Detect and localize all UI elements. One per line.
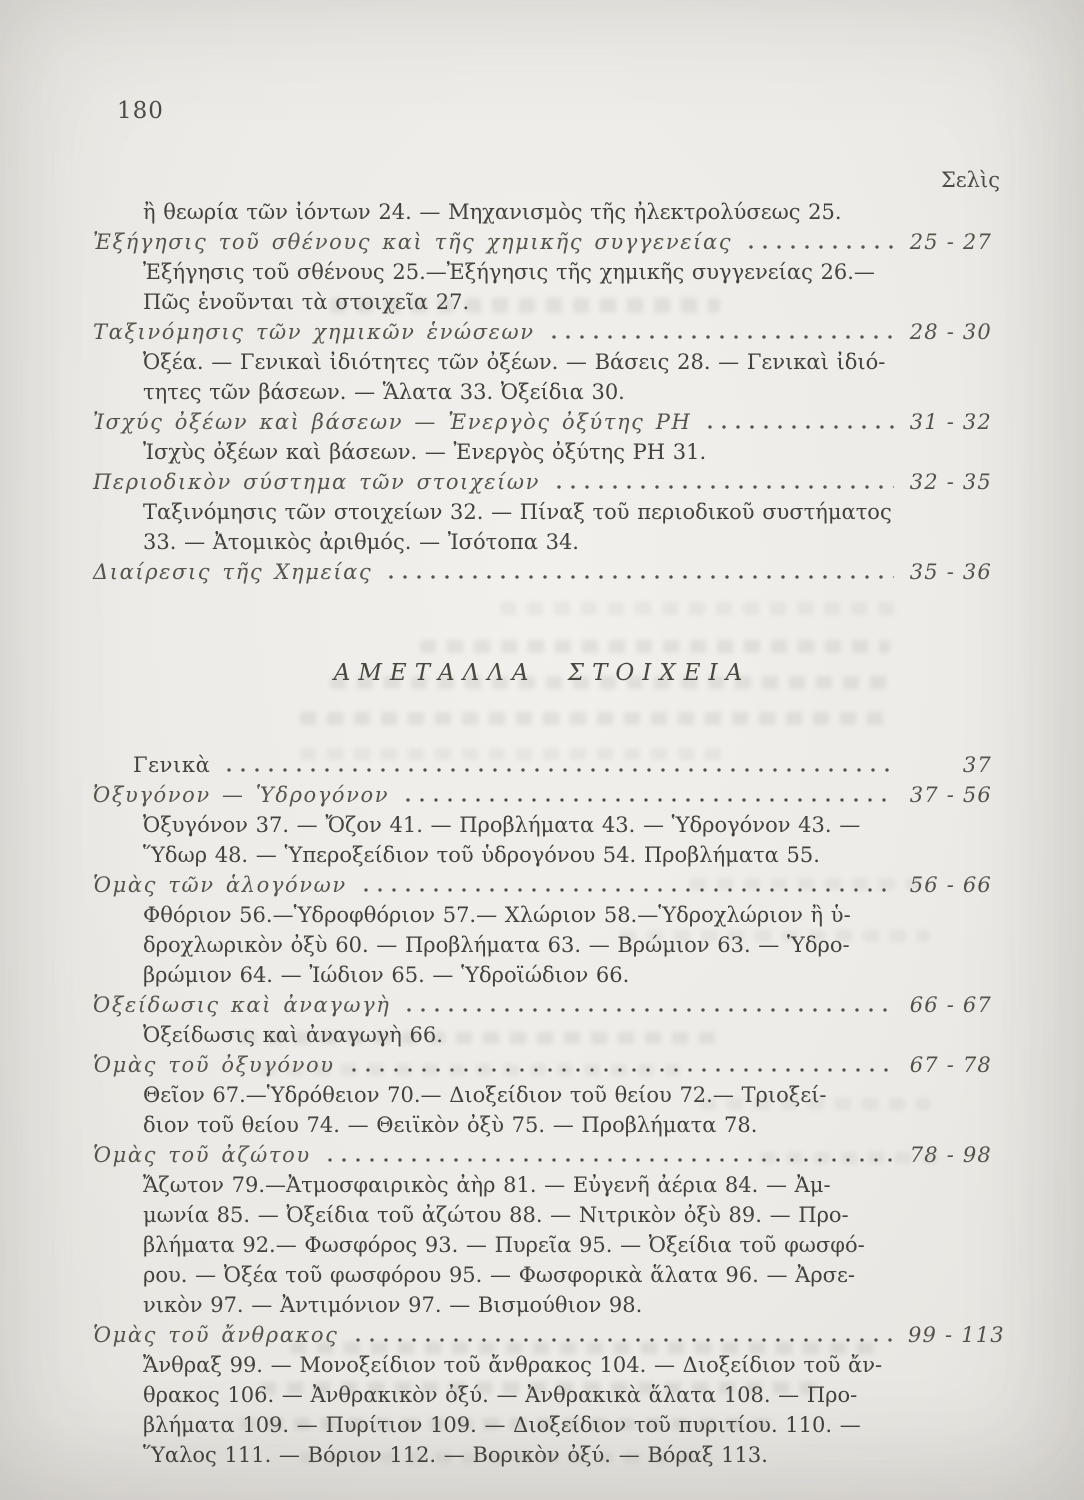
bleed-through-artifact bbox=[500, 602, 900, 615]
toc-subentry-line bbox=[93, 1110, 992, 1140]
dot-leader bbox=[703, 407, 894, 437]
toc-entry bbox=[93, 780, 992, 810]
toc-entry bbox=[93, 750, 992, 780]
dot-leader bbox=[401, 780, 894, 810]
toc-entry-title: Ἐξήγησις τοῦ σθένους καὶ τῆς χημικῆς συγγενείας bbox=[93, 230, 733, 254]
toc-line-text: Ἐξήγησις τοῦ σθένους 25.—Ἐξήγησις τῆς χημικῆς συγγενείας 26.— bbox=[143, 260, 875, 284]
toc-entry-title: Περιοδικὸν σύστημα τῶν στοιχείων bbox=[93, 470, 541, 494]
toc-line-text: Ταξινόμησις τῶν στοιχείων 32. — Πίναξ τοῦ περιοδικοῦ συστήματος bbox=[143, 500, 892, 524]
toc-subentry-line bbox=[93, 1080, 992, 1110]
section-heading: ΑΜΕΤΑΛΛΑ ΣΤΟΙΧΕΙΑ bbox=[333, 660, 751, 686]
toc-line-text: Ὀξυγόνον 37. — Ὄζον 41. — Προβλήματα 43. — Ὑδρογόνον 43. — bbox=[143, 813, 861, 837]
toc-subentry-line bbox=[93, 1230, 992, 1260]
dot-leader bbox=[222, 750, 894, 780]
toc-line-text: τητες τῶν βάσεων. — Ἅλατα 33. Ὀξείδια 30. bbox=[143, 380, 625, 404]
toc-entry-title: Ὀξείδωσις καὶ ἀναγωγὴ bbox=[93, 993, 391, 1017]
toc-entry-page-range: 37 - 56 bbox=[909, 783, 992, 807]
toc-line-text: Φθόριον 56.—Ὑδροφθόριον 57.— Χλώριον 58.—Ὑδροχλώριον ἢ ὑ- bbox=[143, 903, 851, 927]
toc-entry-page-range: 28 - 30 bbox=[909, 320, 992, 344]
toc-entry-page-range: 37 bbox=[962, 753, 992, 777]
dot-leader bbox=[402, 990, 894, 1020]
toc-line-text: Ὀξείδωσις καὶ ἀναγωγὴ 66. bbox=[143, 1023, 443, 1047]
toc-entry-page-range: 25 - 27 bbox=[909, 230, 992, 254]
toc-line-text: Πῶς ἑνοῦνται τὰ στοιχεῖα 27. bbox=[143, 290, 470, 314]
bleed-through-artifact bbox=[420, 640, 890, 653]
toc-entry-page-range: 78 - 98 bbox=[909, 1143, 992, 1167]
toc-line-text: Ὕαλος 111. — Βόριον 112. — Βορικὸν ὀξύ. — Βόραξ 113. bbox=[143, 1443, 768, 1467]
toc-subentry-line bbox=[93, 1380, 992, 1410]
toc-line-text: βλήματα 92.— Φωσφόρος 93. — Πυρεῖα 95. — Ὀξείδια τοῦ φωσφό- bbox=[143, 1233, 865, 1257]
toc-subentry-line bbox=[93, 347, 992, 377]
toc-entry bbox=[93, 467, 992, 497]
toc-line-text: ἢ θεωρία τῶν ἰόντων 24. — Μηχανισμὸς τῆς ἠλεκτρολύσεως 25. bbox=[143, 200, 842, 224]
toc-entry-title: Ταξινόμησις τῶν χημικῶν ἑνώσεων bbox=[93, 320, 535, 344]
toc-line-text: βλήματα 109. — Πυρίτιον 109. — Διοξείδιον τοῦ πυριτίου. 110. — bbox=[143, 1413, 861, 1437]
toc-entry-title: Ὁμὰς τοῦ ἄνθρακος bbox=[93, 1323, 339, 1347]
toc-line-text: Ὕδωρ 48. — Ὑπεροξείδιον τοῦ ὑδρογόνου 54. Προβλήματα 55. bbox=[143, 843, 820, 867]
bleed-through-artifact bbox=[300, 712, 890, 725]
toc-line-text: νικὸν 97. — Ἀντιμόνιον 97. — Βισμούθιον 98. bbox=[143, 1293, 643, 1317]
toc-subentry-line bbox=[93, 960, 992, 990]
toc-subentry-line bbox=[93, 1200, 992, 1230]
toc-subentry-line bbox=[93, 840, 992, 870]
toc-entry-page-range: 99 - 113 bbox=[908, 1323, 1005, 1347]
dot-leader bbox=[384, 557, 894, 587]
toc-entry-title: Διαίρεσις τῆς Χημείας bbox=[93, 560, 373, 584]
pages-column-label: Σελὶς bbox=[940, 168, 1000, 192]
toc-entry-page-range: 31 - 32 bbox=[909, 410, 992, 434]
toc-line-text: Ἰσχὺς ὀξέων καὶ βάσεων. — Ἐνεργὸς ὀξύτης PH 31. bbox=[143, 440, 707, 464]
toc-subentry-line bbox=[93, 257, 992, 287]
toc-subentry-line bbox=[93, 1260, 992, 1290]
toc-line-text: μωνία 85. — Ὀξείδια τοῦ ἀζώτου 88. — Νιτρικὸν ὀξὺ 89. — Προ- bbox=[143, 1203, 849, 1227]
toc-entry-page-range: 35 - 36 bbox=[909, 560, 992, 584]
toc-line-text: 33. — Ἀτομικὸς ἀριθμός. — Ἰσότοπα 34. bbox=[143, 530, 579, 554]
toc-section-nonmetals bbox=[93, 750, 1005, 1470]
toc-line-text: δροχλωρικὸν ὀξὺ 60. — Προβλήματα 63. — Βρώμιον 63. — Ὑδρο- bbox=[143, 933, 850, 957]
toc-subentry-line bbox=[93, 1440, 992, 1470]
toc-subentry-line bbox=[93, 437, 992, 467]
toc-entry bbox=[93, 557, 992, 587]
toc-entry-title: Ὁμὰς τοῦ ὀξυγόνου bbox=[93, 1053, 335, 1077]
dot-leader bbox=[351, 1320, 894, 1350]
toc-subentry-line bbox=[93, 1020, 992, 1050]
toc-line-text: βρώμιον 64. — Ἰώδιον 65. — Ὑδροϊώδιον 66. bbox=[143, 963, 630, 987]
toc-entry-title: Ὁμὰς τοῦ ἀζώτου bbox=[93, 1143, 311, 1167]
toc-entry bbox=[93, 317, 992, 347]
toc-entry bbox=[93, 1320, 1005, 1350]
toc-entry-title: Ὁμὰς τῶν ἁλογόνων bbox=[93, 873, 347, 897]
toc-entry-page-range: 32 - 35 bbox=[909, 470, 992, 494]
toc-entry-page-range: 66 - 67 bbox=[909, 993, 992, 1017]
toc-entry bbox=[93, 1140, 992, 1170]
toc-line-text: Ὀξέα. — Γενικαὶ ἰδιότητες τῶν ὀξέων. — Βάσεις 28. — Γενικαὶ ἰδιό- bbox=[143, 350, 886, 374]
dot-leader bbox=[744, 227, 894, 257]
toc-subentry-line bbox=[93, 810, 992, 840]
toc-subentry-line bbox=[93, 1350, 992, 1380]
toc-entry bbox=[93, 990, 992, 1020]
toc-line-text: Ἄνθραξ 99. — Μονοξείδιον τοῦ ἄνθρακος 104. — Διοξείδιον τοῦ ἄν- bbox=[143, 1353, 883, 1377]
toc-subentry-line bbox=[93, 527, 992, 557]
toc-subentry-line bbox=[93, 1170, 992, 1200]
dot-leader bbox=[547, 317, 894, 347]
toc-line-text: διον τοῦ θείου 74. — Θειϊκὸν ὀξὺ 75. — Προβλήματα 78. bbox=[143, 1113, 758, 1137]
page-number: 180 bbox=[117, 98, 164, 124]
dot-leader bbox=[552, 467, 894, 497]
toc-subentry-line bbox=[93, 377, 992, 407]
toc-line-text: ρου. — Ὀξέα τοῦ φωσφόρου 95. — Φωσφορικὰ ἅλατα 96. — Ἀρσε- bbox=[143, 1263, 855, 1287]
toc-subentry-line bbox=[93, 900, 992, 930]
toc-subentry-line bbox=[93, 497, 992, 527]
toc-entry-title: Γενικὰ bbox=[133, 753, 211, 777]
toc-line-text: Θεῖον 67.—Ὑδρόθειον 70.— Διοξείδιον τοῦ θείου 72.— Τριοξεί- bbox=[143, 1083, 827, 1107]
toc-entry-page-range: 67 - 78 bbox=[909, 1053, 992, 1077]
dot-leader bbox=[347, 1050, 894, 1080]
dot-leader bbox=[323, 1140, 894, 1170]
toc-subentry-line bbox=[93, 287, 992, 317]
toc-section-general bbox=[93, 197, 992, 587]
toc-entry-page-range: 56 - 66 bbox=[909, 873, 992, 897]
toc-entry-title: Ἰσχύς ὀξέων καὶ βάσεων — Ἐνεργὸς ὀξύτης PH bbox=[93, 410, 692, 434]
toc-entry bbox=[93, 870, 992, 900]
toc-line-text: θρακος 106. — Ἀνθρακικὸν ὀξύ. — Ἀνθρακικὰ ἅλατα 108. — Προ- bbox=[143, 1383, 858, 1407]
toc-subentry-line bbox=[93, 197, 992, 227]
toc-entry-title: Ὀξυγόνον — Ὑδρογόνον bbox=[93, 783, 390, 807]
toc-entry bbox=[93, 227, 992, 257]
toc-subentry-line bbox=[93, 1290, 992, 1320]
toc-line-text: Ἄζωτον 79.—Ἀτμοσφαιρικὸς ἀὴρ 81. — Εὐγενῆ ἀέρια 84. — Ἀμ- bbox=[143, 1173, 831, 1197]
dot-leader bbox=[359, 870, 894, 900]
toc-entry bbox=[93, 1050, 992, 1080]
toc-entry bbox=[93, 407, 992, 437]
toc-subentry-line bbox=[93, 1410, 992, 1440]
toc-subentry-line bbox=[93, 930, 992, 960]
